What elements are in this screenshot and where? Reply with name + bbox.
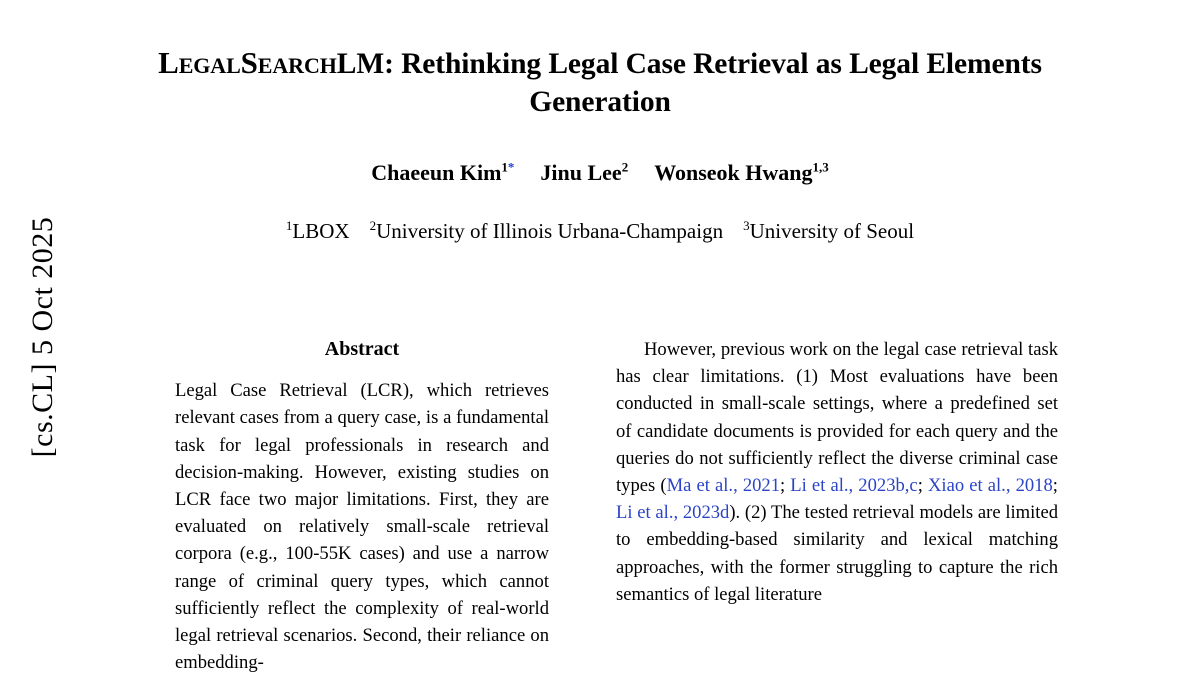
paragraph-part: ;: [917, 475, 928, 497]
author-entry: [654, 160, 829, 185]
paragraph-part: However, previous work on the legal case retrieval task has clear limitations. (1) Most evaluations have been conducted in small-scale settings, where a predefined set of candidate documents is provided for each query and the queries do not sufficiently reflect the diverse criminal case types (: [616, 339, 1058, 497]
body-paragraph: [616, 336, 1058, 608]
citation-link[interactable]: Li et al., 2023d: [616, 502, 730, 524]
abstract-heading: Abstract: [324, 338, 400, 360]
affiliation-entry: [743, 219, 914, 243]
paragraph-part: ;: [780, 475, 791, 497]
title-small-caps: LegalSearch: [158, 45, 337, 80]
title-rest: LM: Rethinking Legal Case Retrieval as Legal Elements Generation: [336, 48, 1042, 118]
affiliation-marker: 1: [285, 218, 293, 233]
author-affil-marker: 1,3: [812, 160, 829, 175]
affiliation-name: LBOX: [292, 219, 350, 243]
author-star-marker: *: [507, 160, 515, 175]
affiliation-marker: 3: [743, 218, 750, 233]
body-column-right: [616, 336, 1058, 608]
author-entry: [371, 160, 514, 185]
page-title: [150, 44, 1050, 121]
citation-link[interactable]: Ma et al., 2021: [666, 475, 781, 497]
affiliation-name: University of Seoul: [749, 219, 915, 243]
affiliation-list: [150, 218, 1050, 244]
affiliation-entry: [286, 219, 350, 243]
citation-link[interactable]: Li et al., 2023b,c: [790, 475, 918, 497]
author-list: [150, 160, 1050, 186]
citation-link[interactable]: Xiao et al., 2018: [927, 475, 1053, 497]
paragraph-part: ;: [1052, 475, 1058, 497]
author-entry: [540, 160, 628, 185]
abstract-column: [175, 336, 549, 676]
author-affil-marker: 1: [501, 160, 508, 175]
arxiv-stamp: [0, 0, 88, 648]
arxiv-stamp-text: [cs.CL] 5 Oct 2025: [26, 216, 59, 458]
paragraph-part: ). (2) The tested retrieval models are limited to embedding-based similarity and lexical matching approaches, with the former struggling to capture the rich semantics of legal literature: [616, 502, 1058, 605]
affiliation-name: University of Illinois Urbana-Champaign: [376, 219, 724, 243]
author-name: Chaeeun Kim: [371, 160, 502, 186]
affiliation-entry: [370, 219, 724, 243]
author-name: Jinu Lee: [540, 160, 622, 186]
affiliation-marker: 2: [369, 218, 377, 233]
abstract-text: Legal Case Retrieval (LCR), which retrieves relevant cases from a query case, is a fundamental task for legal professionals in research and decision-making. However, existing studies on LCR face two major limitations. First, they are evaluated on relatively small-scale retrieval corpora (e.g., 100-55K cases) and use a narrow range of criminal query types, which cannot sufficiently reflect the complexity of real-world legal retrieval scenarios. Second, their reliance on embedding-: [175, 380, 549, 674]
author-affil-marker: 2: [621, 160, 629, 175]
author-name: Wonseok Hwang: [654, 160, 813, 186]
